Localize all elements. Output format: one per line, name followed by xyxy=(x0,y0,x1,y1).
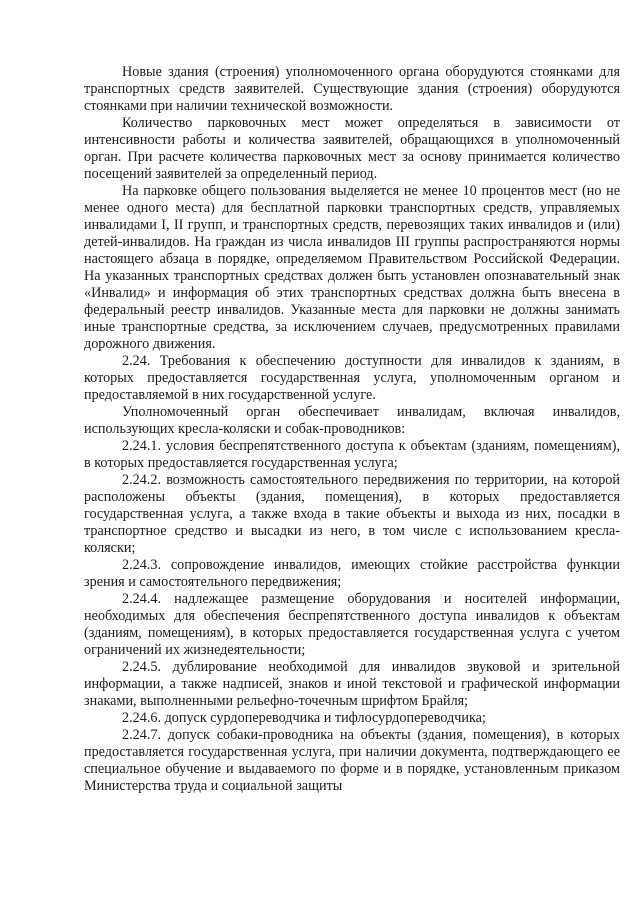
paragraph-parking-new-buildings: Новые здания (строения) уполномоченного органа оборудуются стоянками для транспортных средств заявителей. Существующие здания (строения) оборудуются стоянками при наличии технической возможности. xyxy=(84,64,620,114)
document-page xyxy=(84,64,620,795)
paragraph-parking-count: Количество парковочных мест может определяться в зависимости от интенсивности работы и количества заявителей, обращающихся в уполномоченный орган. При расчете количества парковочных мест за основу принимается количество посещений заявителей за определенный период. xyxy=(84,115,620,182)
paragraph-2-24-1: 2.24.1. условия беспрепятственного доступа к объектам (зданиям, помещениям), в которых предоставляется государственная услуга; xyxy=(84,438,620,471)
paragraph-2-24: 2.24. Требования к обеспечению доступности для инвалидов к зданиям, в которых предоставляется государственная услуга, уполномоченным органом и предоставляемой в них государственной услуге. xyxy=(84,353,620,403)
paragraph-2-24-2: 2.24.2. возможность самостоятельного передвижения по территории, на которой расположены объекты (здания, помещения), в которых предоставляется государственная услуга, а также входа в такие объекты и выхода из них, посадки в транспортное средство и высадки из него, в том числе с использованием кресла-коляски; xyxy=(84,472,620,556)
paragraph-2-24-6: 2.24.6. допуск сурдопереводчика и тифлосурдопереводчика; xyxy=(122,710,486,726)
paragraph-disabled-parking: На парковке общего пользования выделяется не менее 10 процентов мест (но не менее одного места) для бесплатной парковки транспортных средств, управляемых инвалидами I, II групп, и транспортных средств, перевозящих таких инвалидов и (или) детей-инвалидов. На граждан из числа инвалидов III группы распространяются нормы настоящего абзаца в порядке, определяемом Правительством Российской Федерации. На указанных транспортных средствах должен быть установлен опознавательный знак «Инвалид» и информация об этих транспортных средствах должна быть внесена в федеральный реестр инвалидов. Указанные места для парковки не должны занимать иные транспортные средства, за исключением случаев, предусмотренных правилами дорожного движения. xyxy=(84,183,620,352)
paragraph-2-24-5: 2.24.5. дублирование необходимой для инвалидов звуковой и зрительной информации, а также надписей, знаков и иной текстовой и графической информации знаками, выполненными рельефно-точечным шрифтом Брайля; xyxy=(84,659,620,709)
paragraph-2-24-7: 2.24.7. допуск собаки-проводника на объекты (здания, помещения), в которых предоставляется государственная услуга, при наличии документа, подтверждающего ее специальное обучение и выдаваемого по форме и в порядке, установленным приказом Министерства труда и социальной защиты xyxy=(84,727,620,794)
paragraph-authority-provides: Уполномоченный орган обеспечивает инвалидам, включая инвалидов, использующих кресла-коляски и собак-проводников: xyxy=(84,404,620,437)
paragraph-2-24-3: 2.24.3. сопровождение инвалидов, имеющих стойкие расстройства функции зрения и самостоятельного передвижения; xyxy=(84,557,620,590)
paragraph-2-24-4: 2.24.4. надлежащее размещение оборудования и носителей информации, необходимых для обеспечения беспрепятственного доступа инвалидов к объектам (зданиям, помещениям), в которых предоставляется государственная услуга с учетом ограничений их жизнедеятельности; xyxy=(84,591,620,658)
